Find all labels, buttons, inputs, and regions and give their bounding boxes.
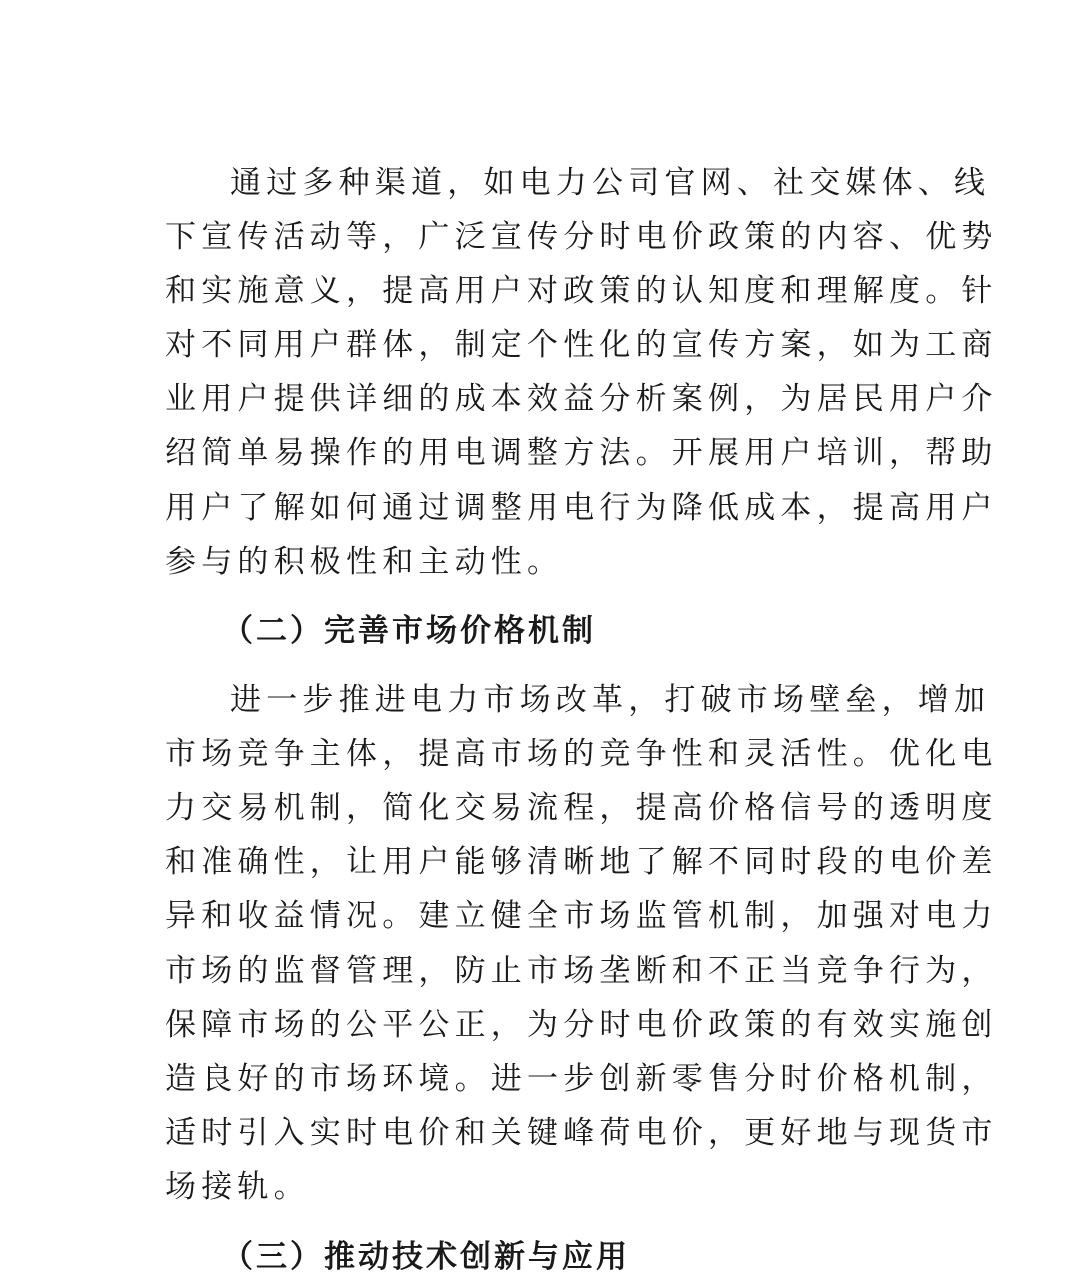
paragraph-1-line-8: 参与的积极性和主动性。 (165, 544, 564, 580)
paragraph-2-line-8: 造良好的市场环境。进一步创新零售分时价格机制， (165, 1061, 998, 1097)
paragraph-2-line-9: 适时引入实时电价和关键峰荷电价，更好地与现货市 (165, 1115, 998, 1151)
paragraph-2-line-7: 保障市场的公平公正，为分时电价政策的有效实施创 (165, 1007, 998, 1043)
paragraph-2-line-10: 场接轨。 (165, 1169, 310, 1205)
paragraph-2-line-4: 和准确性，让用户能够清晰地了解不同时段的电价差 (165, 844, 998, 880)
paragraph-1-line-5: 业用户提供详细的成本效益分析案例，为居民用户介 (165, 381, 998, 417)
section-heading-3: （三）推动技术创新与应用 (222, 1239, 630, 1275)
paragraph-2-line-2: 市场竞争主体，提高市场的竞争性和灵活性。优化电 (165, 736, 998, 772)
paragraph-1-line-4: 对不同用户群体，制定个性化的宣传方案，如为工商 (165, 327, 998, 363)
section-heading-2: （二）完善市场价格机制 (222, 613, 596, 649)
paragraph-2-line-1: 进一步推进电力市场改革，打破市场壁垒，增加 (230, 682, 991, 718)
paragraph-1-line-1: 通过多种渠道，如电力公司官网、社交媒体、线 (230, 165, 991, 201)
paragraph-1-line-3: 和实施意义，提高用户对政策的认知度和理解度。针 (165, 273, 998, 309)
paragraph-1-line-7: 用户了解如何通过调整用电行为降低成本，提高用户 (165, 490, 998, 526)
paragraph-2-line-5: 异和收益情况。建立健全市场监管机制，加强对电力 (165, 898, 998, 934)
paragraph-1-line-6: 绍简单易操作的用电调整方法。开展用户培训，帮助 (165, 435, 998, 471)
paragraph-1-line-2: 下宣传活动等，广泛宣传分时电价政策的内容、优势 (165, 219, 998, 255)
paragraph-2-line-3: 力交易机制，简化交易流程，提高价格信号的透明度 (165, 790, 998, 826)
paragraph-2-line-6: 市场的监督管理，防止市场垄断和不正当竞争行为， (165, 953, 998, 989)
